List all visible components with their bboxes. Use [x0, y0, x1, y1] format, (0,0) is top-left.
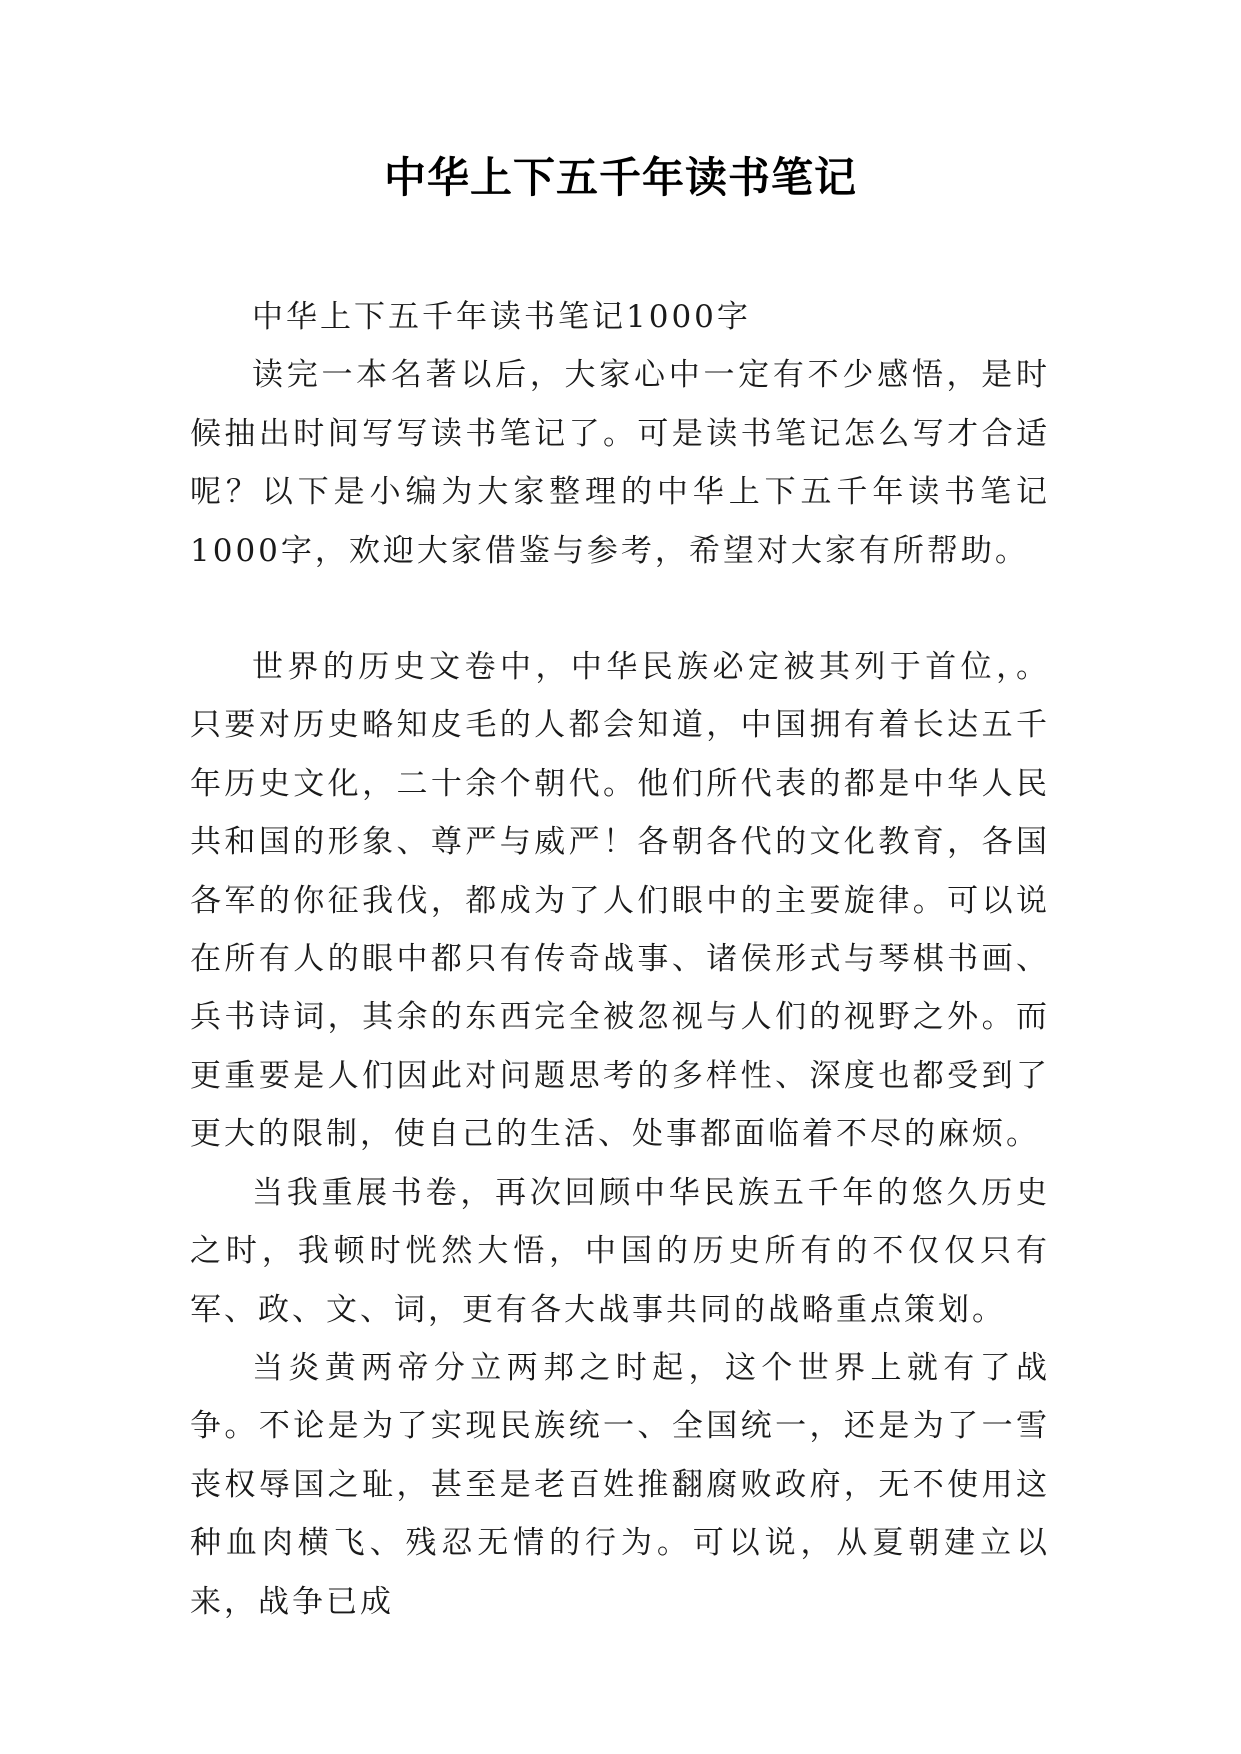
document-title: 中华上下五千年读书笔记: [383, 153, 857, 202]
body-paragraph-1: 世界的历史文卷中，中华民族必定被其列于首位，。只要对历史略知皮毛的人都会知道，中国拥有着长达五千年历史文化，二十余个朝代。他们所代表的都是中华人民共和国的形象、尊严与威严！各朝各代的文化教育，各国各军的你征我伐，都成为了人们眼中的主要旋律。可以说在所有人的眼中都只有传奇战事、诸侯形式与琴棋书画、兵书诗词，其余的东西完全被忽视与人们的视野之外。而更重要是人们因此对问题思考的多样性、深度也都受到了更大的限制，使自己的生活、处事都面临着不尽的麻烦。: [190, 649, 1050, 1153]
intro-paragraph: 读完一本名著以后，大家心中一定有不少感悟，是时候抽出时间写写读书笔记了。可是读书笔记怎么写才合适呢？以下是小编为大家整理的中华上下五千年读书笔记1000字，欢迎大家借鉴与参考，希望对大家有所帮助。: [190, 357, 1050, 569]
paragraph-spacer: [190, 580, 1050, 638]
subtitle-paragraph: 中华上下五千年读书笔记1000字: [252, 299, 751, 335]
body-paragraph-3: 当炎黄两帝分立两邦之时起，这个世界上就有了战争。不论是为了实现民族统一、全国统一，还是为了一雪丧权辱国之耻，甚至是老百姓推翻腐败政府，无不使用这种血肉横飞、残忍无情的行为。可以说，从夏朝建立以来，战争已成: [190, 1349, 1050, 1620]
document-body: [190, 288, 1050, 1631]
body-paragraph-2: 当我重展书卷，再次回顾中华民族五千年的悠久历史之时，我顿时恍然大悟，中国的历史所有的不仅仅只有军、政、文、词，更有各大战事共同的战略重点策划。: [190, 1174, 1050, 1328]
